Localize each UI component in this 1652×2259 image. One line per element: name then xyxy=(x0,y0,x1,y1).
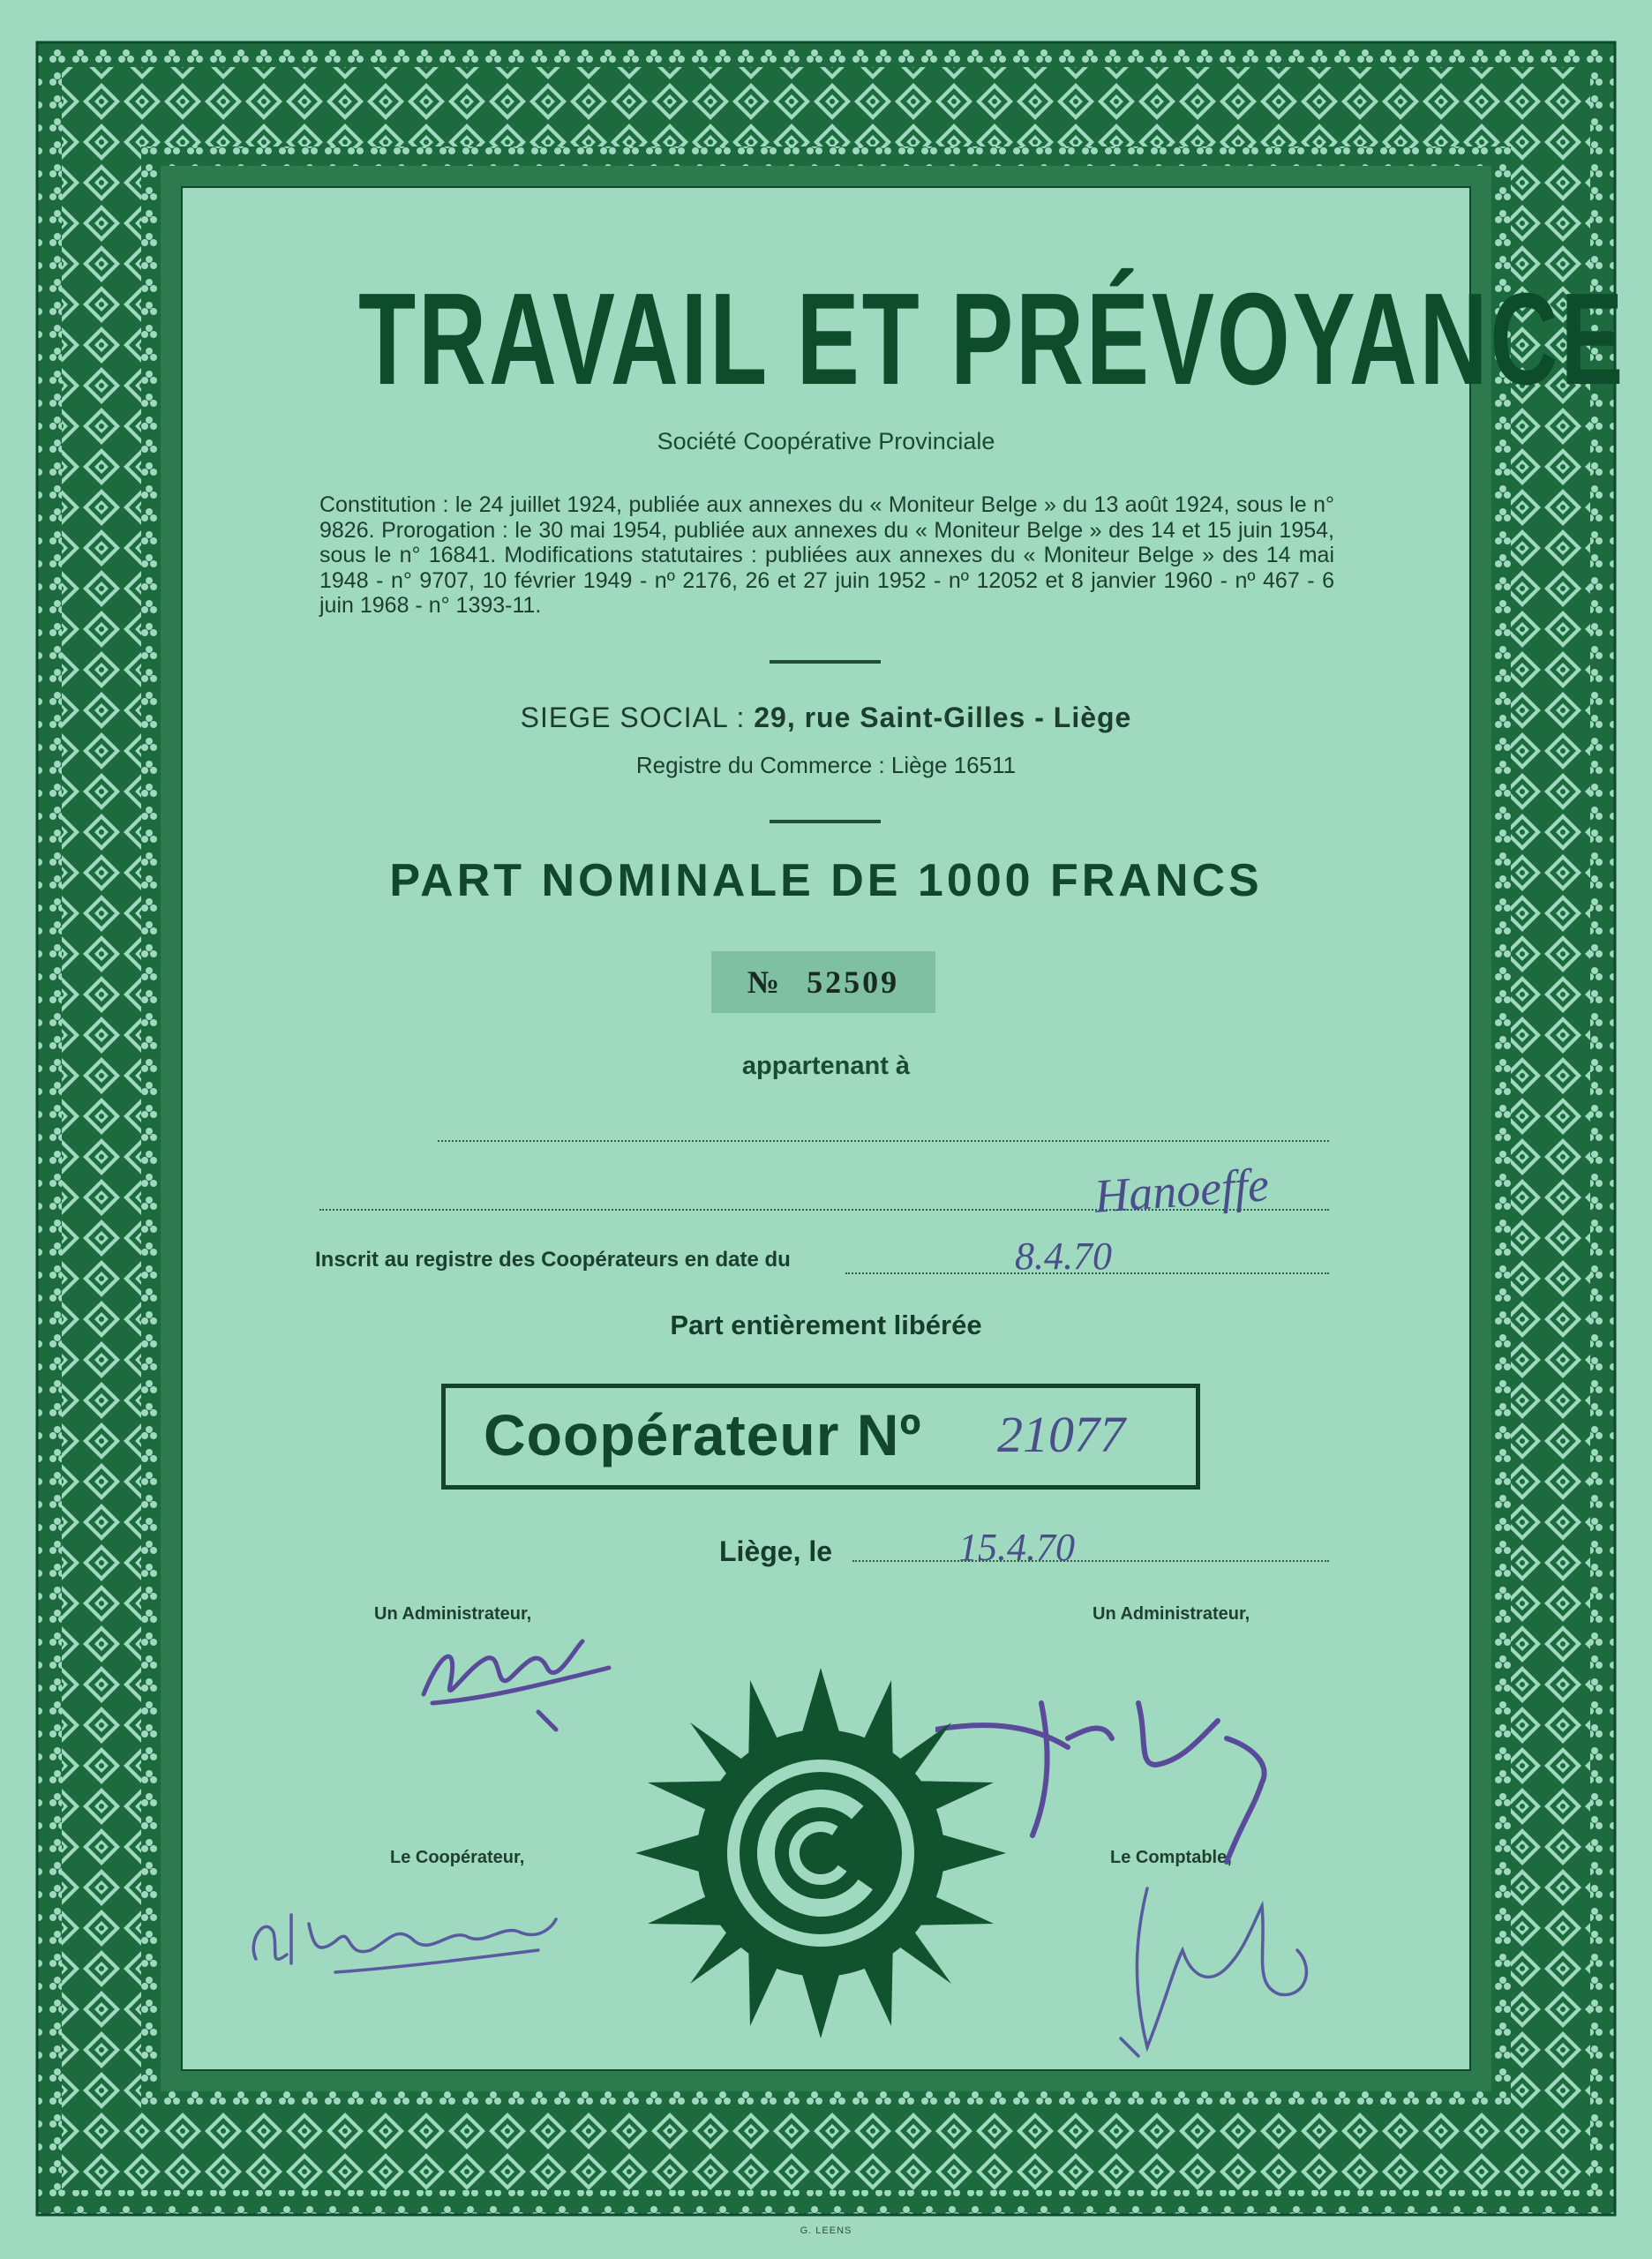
comptable-label: Le Comptable, xyxy=(1110,1848,1232,1867)
liege-date-label: Liège, le xyxy=(719,1535,833,1567)
siege-social xyxy=(0,702,1652,734)
admin-right-label: Un Administrateur, xyxy=(1093,1604,1250,1624)
registre-commerce: Registre du Commerce : Liège 16511 xyxy=(635,752,1017,778)
divider-rule xyxy=(770,660,881,664)
admin-left-signature xyxy=(406,1615,627,1738)
divider-rule xyxy=(770,820,881,823)
part-nominale-heading: PART NOMINALE DE 1000 FRANCS xyxy=(389,855,1263,906)
number-symbol: № xyxy=(747,964,783,1000)
comptable-signature xyxy=(1112,1871,1324,2065)
share-number: 52509 xyxy=(807,964,900,1000)
inscrit-label: Inscrit au registre des Coopérateurs en date du xyxy=(315,1248,791,1272)
liege-date-handwritten: 15.4.70 xyxy=(958,1526,1075,1569)
appartenant-label: appartenant à xyxy=(741,1052,911,1080)
share-number-box xyxy=(711,951,935,1013)
cooperateur-label: Coopérateur Nº xyxy=(484,1402,922,1467)
cooperateur-signature-label: Le Coopérateur, xyxy=(390,1848,525,1867)
siege-address: 29, rue Saint-Gilles - Liège xyxy=(754,702,1132,733)
holder-name-handwritten: Hanoeffe xyxy=(1093,1158,1271,1223)
cooperative-emblem xyxy=(635,1668,1006,2038)
cooperateur-signature xyxy=(238,1888,574,1985)
part-liberee-label: Part entièrement libérée xyxy=(670,1310,982,1340)
liege-date-line xyxy=(852,1560,1329,1562)
siege-label: SIEGE SOCIAL : xyxy=(520,702,746,733)
cooperateur-number-handwritten: 21077 xyxy=(997,1406,1125,1463)
company-title: TRAVAIL ET PRÉVOYANCE xyxy=(358,266,1626,412)
inscrit-date-handwritten: 8.4.70 xyxy=(1015,1235,1112,1278)
printer-credit: G. LEENS xyxy=(800,2225,852,2236)
constitution-paragraph: Constitution : le 24 juillet 1924, publiée aux annexes du « Moniteur Belge » du 13 août 1924, sous le n° 9826. Prorogation : le 30 mai 1954, publiée aux annexes du « Moniteur Belge » des 14 et 15 juin 1954, sous le n° 16841. Modifications statutaires : publiées aux annexes du « Moniteur Belge » des 14 mai 1948 - n° 9707, 10 février 1949 - nº 2176, 26 et 27 juin 1952 - nº 12052 et 8 janvier 1960 - nº 467 - 6 juin 1968 - n° 1393-11. xyxy=(319,492,1334,618)
admin-left-label: Un Administrateur, xyxy=(374,1604,532,1624)
holder-line-1 xyxy=(438,1140,1329,1142)
company-subtitle: Société Coopérative Provinciale xyxy=(657,428,995,454)
